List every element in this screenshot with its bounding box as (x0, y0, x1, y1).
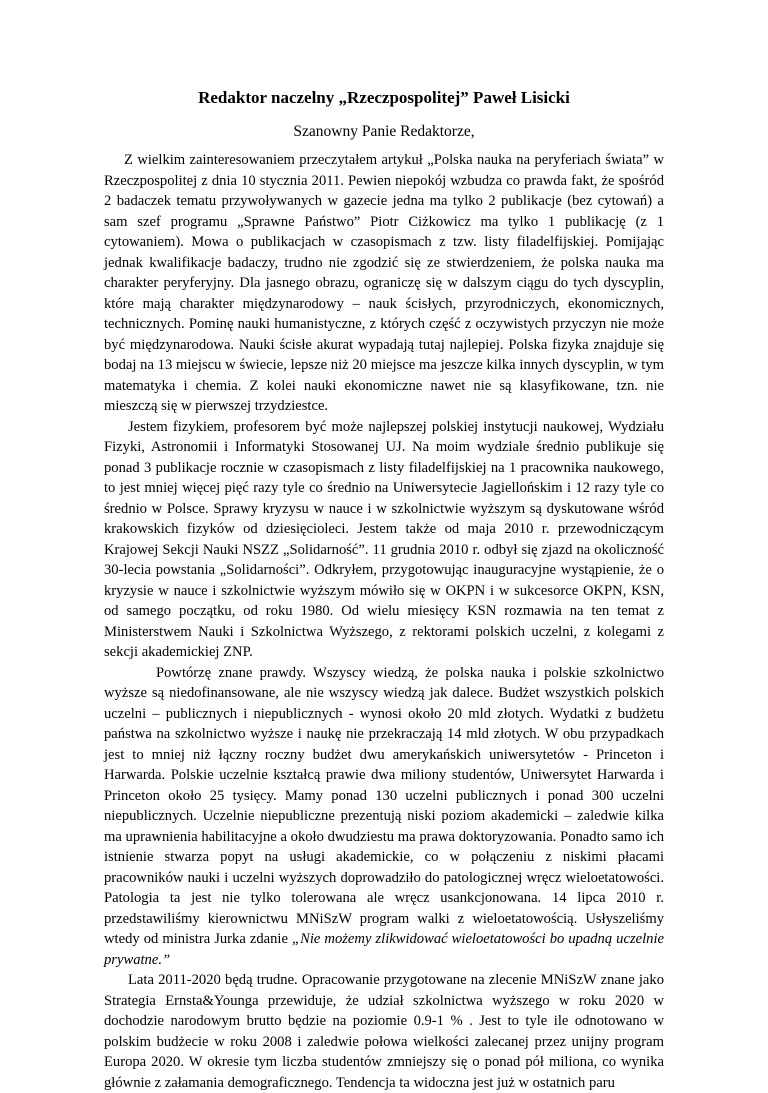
letter-title: Redaktor naczelny „Rzeczpospolitej” Paweł Lisicki (198, 88, 570, 107)
paragraph-3 (104, 663, 664, 971)
paragraph-4: Lata 2011-2020 będą trudne. Opracowanie przygotowane na zlecenie MNiSzW znane jako Strategia Ernsta&Younga przewiduje, że udział szkolnictwa wyższego w roku 2020 w dochodzie narodowym brutto będzie na poziomie 0.9-1 % . Jest to tyle ile odnotowano w polskim budżecie w roku 2008 i zaledwie połowa wielkości zalecanej przez unijny program Europa 2020. W okresie tym liczba studentów zmniejszy się o ponad pół miliona, co wynika głównie z załamania demograficznego. Tendencja ta widoczna jest już w ostatnich paru (104, 972, 664, 1091)
salutation: Szanowny Panie Redaktorze, (293, 123, 475, 140)
minister-quote: „Nie możemy zlikwidować wieloetatowości bo upadną uczelnie prywatne.” (104, 931, 664, 968)
paragraph-3-text: Powtórzę znane prawdy. Wszyscy wiedzą, że polska nauka i polskie szkolnictwo wyższe są niedofinansowane, ale nie wszyscy wiedzą jak dalece. Budżet wszystkich polskich uczelni – publicznych i niepublicznych - wynosi około 20 mld złotych. Wydatki z budżetu państwa na szkolnictwo wyższe i naukę nie przekraczają 14 mld złotych. W obu przypadkach jest to mniej niż łączny roczny budżet dwu amerykańskich uniwersytetów - Princeton i Harwarda. Polskie uczelnie kształcą prawie dwa miliony studentów, Uniwersytet Harwarda i Princeton około 25 tysięcy. Mamy ponad 130 uczelni publicznych i ponad 300 uczelni niepublicznych. Uczelnie niepubliczne prezentują niski poziom akademicki – zaledwie kilka ma uprawnienia habilitacyjne a około dwudziestu ma prawa doktoryzowania. Ponadto samo ich istnienie stwarza popyt na usługi akademickie, co w połączeniu z niskimi płacami pracowników nauki i uczelni wyższych doprowadziło do patologicznej wręcz wieloetatowości. Patologia ta jest nie tylko tolerowana ale wręcz usankcjonowana. 14 lipca 2010 r. przedstawiliśmy kierownictwu MNiSzW program walki z wieloetatowością. Usłyszeliśmy wtedy od ministra Jurka zdanie (104, 664, 664, 947)
letter-body (104, 150, 664, 1093)
paragraph-2: Jestem fizykiem, profesorem być może najlepszej polskiej instytucji naukowej, Wydziału Fizyki, Astronomii i Informatyki Stosowanej UJ. Na moim wydziale średnio publikuje się ponad 3 publikacje rocznie w czasopismach z listy filadelfijskiej na 1 pracownika naukowego, to jest mniej więcej pięć razy tyle co średnio na Uniwersytecie Jagiellońskim i 12 razy tyle co średnio w Polsce. Sprawy kryzysu w nauce i w szkolnictwie wyższym są dyskutowane wśród krakowskich fizyków od dziesięcioleci. Jestem także od maja 2010 r. przewodniczącym Krajowej Sekcji Nauki NSZZ „Solidarność”. 11 grudnia 2010 r. odbył się zjazd na okoliczność 30-lecia powstania „Solidarności”. Odkryłem, przygotowując inauguracyjne wystąpienie, że o kryzysie w nauce i szkolnictwie wyższym mówiło się w OKPN i w sukcesorce OKPN, KSN, od samego początku, od roku 1980. Od wielu miesięcy KSN rozmawia na ten temat z Ministerstwem Nauki i Szkolnictwa Wyższego, z rektorami polskich uczelni, z kolegami z sekcji akademickiej ZNP. (104, 418, 664, 660)
paragraph-1: Z wielkim zainteresowaniem przeczytałem artykuł „Polska nauka na peryferiach świata” w Rzeczpospolitej z dnia 10 stycznia 2011. Pewien niepokój wzbudza co prawda fakt, że spośród 2 badaczek tematu przywoływanych w gazecie jedna ma tylko 2 publikacje (bez cytowań) a sam szef programu „Sprawne Państwo” Piotr Ciżkowicz ma tylko 1 publikację (z 1 cytowaniem). Mowa o publikacjach w czasopismach z tzw. listy filadelfijskiej. Pomijając jednak kwalifikacje badaczy, trudno nie zgodzić się ze stwierdzeniem, że polska nauka ma charakter peryferyjny. Dla jasnego obrazu, ograniczę się w dalszym ciągu do tych dyscyplin, które mają charakter międzynarodowy – nauk ścisłych, przyrodniczych, ekonomicznych, technicznych. Pominę nauki humanistyczne, z których część z oczywistych przyczyn nie może być międzynarodowa. Nauki ścisłe akurat wypadają tutaj najlepiej. Polska fizyka znajduje się bodaj na 13 miejscu w świecie, lepsze niż 20 miejsce ma jeszcze kilka innych dyscyplin, w tym matematyka i chemia. Z kolei nauki ekonomiczne nawet nie są klasyfikowane, tzn. nie mieszczą się w pierwszej trzydziestce. (104, 152, 664, 414)
